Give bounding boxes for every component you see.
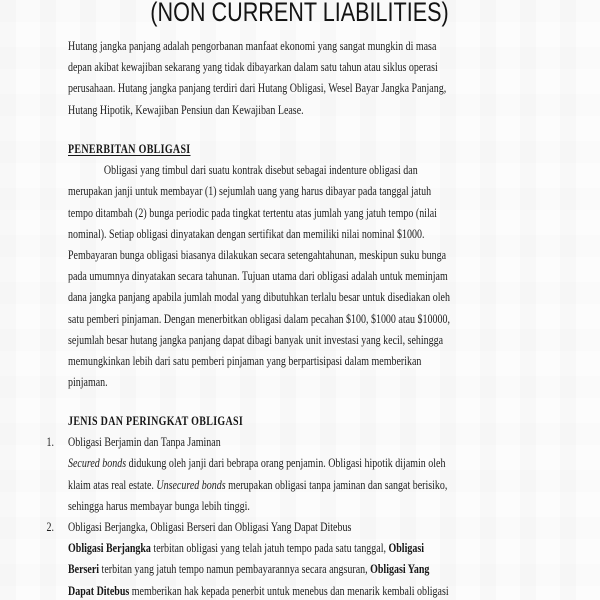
- bold-term-obligasi-yang: Obligasi Yang: [370, 562, 430, 577]
- text-line: perusahaan. Hutang jangka panjang terdiri dari Hutang Obligasi, Wesel Bayar Jangka Panjang,: [68, 81, 447, 96]
- text-line: pinjaman.: [68, 375, 108, 390]
- list-item-1-body-line: sehingga harus membayar bunga lebih tinggi.: [68, 498, 250, 513]
- intro-paragraph: [68, 36, 598, 121]
- section-heading-penerbitan-obligasi: PENERBITAN OBLIGASI: [68, 142, 191, 156]
- section-penerbitan-obligasi: [68, 139, 598, 393]
- bold-term-obligasi-berjangka: Obligasi Berjangka: [68, 541, 151, 556]
- text-line: nominal). Setiap obligasi dinyatakan dengan sertifikat dan memiliki nilai nominal $1000.: [68, 226, 425, 241]
- text-line: depan akibat kewajiban sekarang yang tidak dibayarkan dalam satu tahun atau siklus operasi: [68, 60, 438, 75]
- list-item-2-body-line: [45, 538, 575, 559]
- text-segment: merupakan obligasi tanpa jaminan dan sangat berisiko,: [225, 477, 448, 492]
- list-item-1-number: 1.: [46, 435, 55, 450]
- text-line: Hutang jangka panjang adalah pengorbanan manfaat ekonomi yang sangat mungkin di masa: [68, 39, 437, 53]
- text-line: memungkinkan lebih dari satu pemberi pinjaman yang berpartisipasi dalam memberikan: [68, 353, 422, 368]
- list-item-1-body-line: [45, 453, 575, 474]
- bold-term-dapat-ditebus: Dapat Ditebus: [68, 583, 130, 598]
- list-item-1-title-line: [45, 432, 575, 453]
- text-line: dana jangka panjang apabila jumlah modal yang dibutuhkan terlalu besar untuk disediakan oleh: [68, 290, 450, 305]
- list-item-2-number: 2.: [46, 519, 55, 534]
- text-segment: memberikan hak kepada penerbit untuk menebus dan menarik kembali obligasi: [129, 583, 449, 598]
- text-line: Hutang Hipotik, Kewajiban Pensiun dan Kewajiban Lease.: [68, 102, 304, 117]
- text-line: tempo ditambah (2) bunga periodic pada tingkat tertentu atas jumlah yang jatuh tempo (nilai: [68, 205, 437, 220]
- text-segment: didukung oleh janji dari bebrapa orang penjamin. Obligasi hipotik dijamin oleh: [126, 456, 446, 471]
- list-item-1-body-line: [45, 475, 575, 496]
- bold-term-berseri: Berseri: [68, 562, 100, 577]
- italic-term-secured-bonds: Secured bonds: [68, 456, 127, 471]
- text-line: pada umumnya dinyatakan secara tahunan. Tujuan utama dari obligasi adalah untuk meminjam: [68, 269, 448, 284]
- text-segment: terbitan yang jatuh tempo namun pembayarannya secara angsuran,: [99, 562, 371, 577]
- document-title: [0, 0, 600, 27]
- italic-term-unsecured-bonds: Unsecured bonds: [156, 477, 226, 492]
- text-line: Obligasi yang timbul dari suatu kontrak disebut sebagai indenture obligasi dan: [103, 163, 418, 178]
- list-item-1-title: Obligasi Berjamin dan Tanpa Jaminan: [68, 435, 221, 450]
- text-segment: terbitan obligasi yang telah jatuh tempo pada satu tanggal,: [150, 541, 389, 556]
- text-line: satu pemberi pinjaman. Dengan menerbitkan obligasi dalam pecahan $100, $1000 atau $10000,: [68, 311, 450, 326]
- text-line: sejumlah besar hutang jangka panjang dapat dibagi banyak unit investasi yang kecil, sehingga: [68, 332, 444, 347]
- section-heading-jenis-peringkat: JENIS DAN PERINGKAT OBLIGASI: [68, 414, 244, 428]
- list-item-2-body-line: [45, 581, 575, 600]
- list-item-2-title: Obligasi Berjangka, Obligasi Berseri dan Obligasi Yang Dapat Ditebus: [68, 519, 352, 534]
- bold-term-obligasi: Obligasi: [388, 541, 424, 556]
- document-title-text: (NON CURRENT LIABILITIES): [150, 0, 450, 27]
- text-segment: klaim atas real estate.: [68, 477, 157, 492]
- text-line: Pembayaran bunga obligasi biasanya dilakukan secara setengahtahunan, meskipun suku bunga: [68, 247, 447, 262]
- list-item-2-title-line: [45, 517, 575, 538]
- list-item-2-body-line: [45, 559, 575, 580]
- text-line: merupakan janji untuk membayar (1) sejumlah uang yang harus dibayar pada tanggal jatuh: [68, 184, 432, 199]
- section-jenis-dan-peringkat-obligasi: [45, 411, 575, 600]
